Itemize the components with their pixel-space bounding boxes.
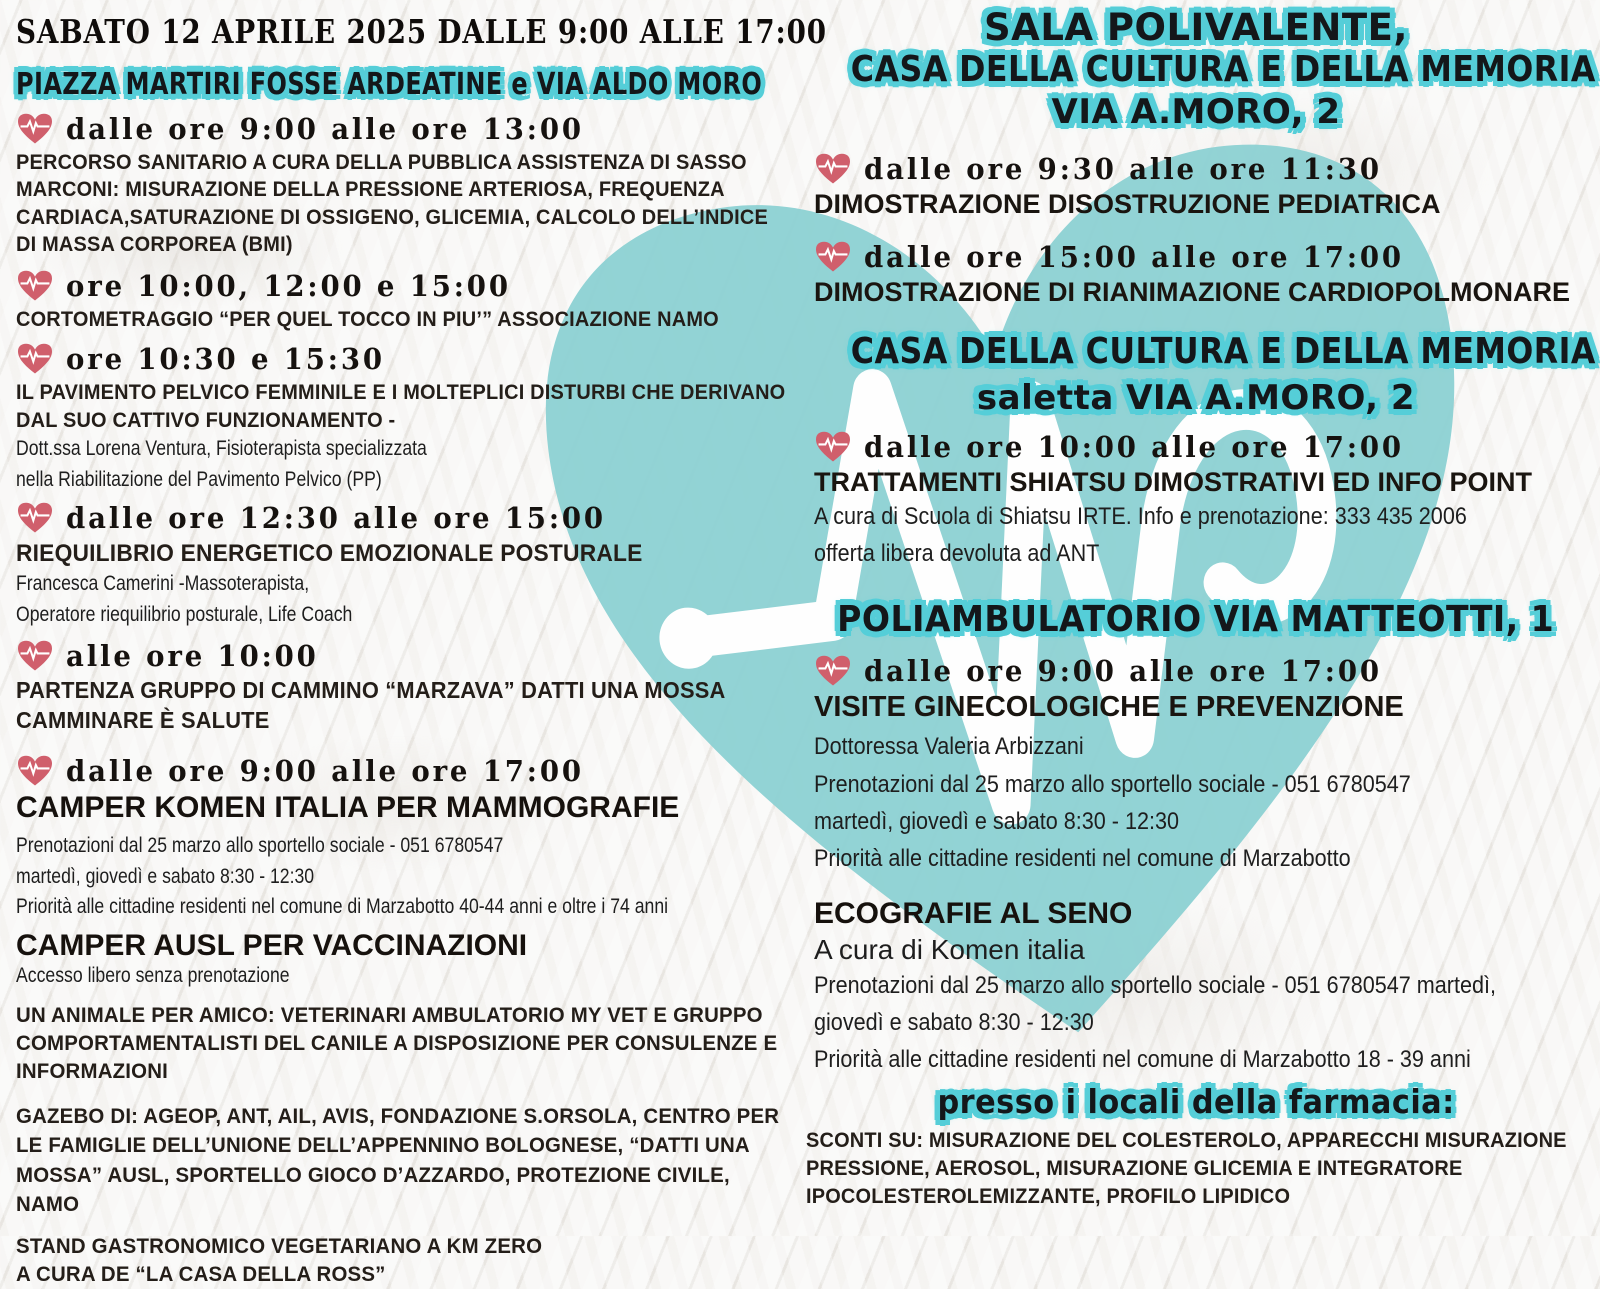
venue-header: CASA DELLA CULTURA E DELLA MEMORIA [850, 49, 1596, 90]
event-time-row [814, 152, 1592, 186]
event-note: Prenotazioni dal 25 marzo allo sportello sociale - 051 6780547 martedì, [814, 971, 1497, 999]
event-desc: CAMMINARE È SALUTE [16, 706, 270, 733]
event-note: Operatore riequilibrio posturale, Life Coach [16, 602, 353, 626]
event-note: offerta libera devoluta ad ANT [814, 540, 1100, 568]
heart-pulse-icon [16, 269, 54, 303]
left-location-header: PIAZZA MARTIRI FOSSE ARDEATINE e VIA ALDO MORO [16, 67, 763, 102]
event-desc: PARTENZA GRUPPO DI CAMMINO “MARZAVA” DATTI UNA MOSSA [16, 677, 726, 704]
event-time-row [16, 501, 790, 535]
event-desc: CORTOMETRAGGIO “PER QUEL TOCCO IN PIU’” ASSOCIAZIONE NAMO [16, 308, 719, 332]
event-title: ECOGRAFIE AL SENO [814, 897, 1133, 931]
event-note: Priorità alle cittadine residenti nel comune di Marzabotto [814, 844, 1351, 872]
event-time: dalle ore 10:00 alle ore 17:00 [864, 429, 1404, 464]
event-time: dalle ore 9:00 alle ore 17:00 [864, 653, 1382, 688]
pharmacy-header: presso i locali della farmacia: [937, 1082, 1455, 1122]
venue-header: saletta VIA A.MORO, 2 [976, 377, 1416, 418]
heart-pulse-icon [16, 754, 54, 788]
event-title: CAMPER AUSL PER VACCINAZIONI [16, 928, 528, 962]
heart-pulse-icon [16, 112, 54, 146]
event-note: Francesca Camerini -Massoterapista, [16, 572, 310, 596]
event-note: martedì, giovedì e sabato 8:30 - 12:30 [814, 807, 1180, 835]
event-time: alle ore 10:00 [66, 639, 319, 674]
event-desc: A CURA DE “LA CASA DELLA ROSS” [16, 1261, 386, 1286]
event-time-row [814, 240, 1592, 274]
event-desc: GAZEBO DI: AGEOP, ANT, AIL, AVIS, FONDAZIONE S.ORSOLA, CENTRO PER LE FAMIGLIE DELL’UNIONE DELL’APPENNINO BOLOGNESE, “DATTI UNA MOSSA” AUSL, SPORTELLO GIOCO D’AZZARDO, PROTEZIONE CIVILE, NAMO [16, 1104, 780, 1216]
venue-header: SALA POLIVALENTE, [984, 6, 1408, 49]
venue-header: VIA A.MORO, 2 [1051, 92, 1341, 132]
event-time: dalle ore 9:00 alle ore 13:00 [66, 112, 584, 146]
event-desc: STAND GASTRONOMICO VEGETARIANO A KM ZERO [16, 1234, 543, 1259]
event-note: nella Riabilitazione del Pavimento Pelvico (PP) [16, 467, 382, 491]
event-subtitle: A cura di Komen italia [814, 933, 1085, 965]
event-note: Priorità alle cittadine residenti nel comune di Marzabotto 40-44 anni e oltre i 74 anni [16, 895, 669, 919]
event-note: A cura di Scuola di Shiatsu IRTE. Info e prenotazione: 333 435 2006 [814, 503, 1467, 531]
heart-pulse-icon [814, 240, 852, 274]
date-line: SABATO 12 APRILE 2025 DALLE 9:00 ALLE 17:00 [16, 12, 827, 51]
right-column [800, 6, 1596, 1211]
event-time-row [16, 269, 790, 303]
left-column [16, 12, 827, 1289]
venue-header: POLIAMBULATORIO VIA MATTEOTTI, 1 [837, 598, 1555, 640]
event-note: Priorità alle cittadine residenti nel comune di Marzabotto 18 - 39 anni [814, 1045, 1471, 1073]
heart-pulse-icon [814, 152, 852, 186]
heart-pulse-icon [814, 654, 852, 688]
event-note: Dottoressa Valeria Arbizzani [814, 733, 1084, 761]
event-desc: DIMOSTRAZIONE DI RIANIMAZIONE CARDIOPOLMONARE [814, 277, 1570, 308]
event-note: Dott.ssa Lorena Ventura, Fisioterapista specializzata [16, 437, 427, 461]
event-note: Accesso libero senza prenotazione [16, 964, 290, 988]
event-time: dalle ore 9:30 alle ore 11:30 [864, 152, 1382, 186]
event-desc: SCONTI SU: MISURAZIONE DEL COLESTEROLO, APPARECCHI MISURAZIONE PRESSIONE, AEROSOL, MISURAZIONE GLICEMIA E INTEGRATORE IPOCOLESTEROLEMIZZANTE, PROFILO LIPIDICO [806, 1129, 1567, 1208]
event-time: ore 10:00, 12:00 e 15:00 [66, 269, 511, 304]
event-desc: DIMOSTRAZIONE DISOSTRUZIONE PEDIATRICA [814, 189, 1441, 219]
event-time: ore 10:30 e 15:30 [66, 342, 385, 377]
event-time: dalle ore 15:00 alle ore 17:00 [864, 240, 1404, 275]
event-time-row [814, 654, 1592, 688]
event-desc: IL PAVIMENTO PELVICO FEMMINILE E I MOLTEPLICI DISTURBI CHE DERIVANO DAL SUO CATTIVO FUNZIONAMENTO - [16, 381, 786, 432]
event-time-row [16, 342, 790, 376]
event-note: Prenotazioni dal 25 marzo allo sportello sociale - 051 6780547 [16, 834, 504, 858]
event-desc: VISITE GINECOLOGICHE E PREVENZIONE [814, 690, 1404, 723]
event-desc: UN ANIMALE PER AMICO: VETERINARI AMBULATORIO MY VET E GRUPPO COMPORTAMENTALISTI DEL CANILE A DISPOSIZIONE PER CONSULENZE E INFORMAZIONI [16, 1003, 778, 1084]
event-desc: RIEQUILIBRIO ENERGETICO EMOZIONALE POSTURALE [16, 539, 643, 567]
event-time-row [16, 112, 790, 146]
venue-header: CASA DELLA CULTURA E DELLA MEMORIA [850, 330, 1596, 372]
heart-pulse-icon [16, 639, 54, 673]
event-time: dalle ore 9:00 alle ore 17:00 [66, 753, 584, 788]
heart-pulse-icon [16, 501, 54, 535]
event-desc: PERCORSO SANITARIO A CURA DELLA PUBBLICA ASSISTENZA DI SASSO MARCONI: MISURAZIONE DELLA PRESSIONE ARTERIOSA, FREQUENZA CARDIACA,SATURAZIONE DI OSSIGENO, GLICEMIA, CALCOLO DELL’INDICE DI MASSA CORPOREA (BMI) [16, 151, 768, 256]
heart-pulse-icon [16, 342, 54, 376]
event-desc: TRATTAMENTI SHIATSU DIMOSTRATIVI ED INFO POINT [814, 466, 1532, 497]
event-note: martedì, giovedì e sabato 8:30 - 12:30 [16, 864, 315, 888]
event-note: Prenotazioni dal 25 marzo allo sportello sociale - 051 6780547 [814, 770, 1411, 798]
event-time-row [16, 754, 790, 788]
event-time-row [814, 430, 1592, 464]
event-time: dalle ore 12:30 alle ore 15:00 [66, 500, 606, 535]
heart-pulse-icon [814, 430, 852, 464]
event-title: CAMPER KOMEN ITALIA PER MAMMOGRAFIE [16, 790, 680, 824]
event-note: giovedì e sabato 8:30 - 12:30 [814, 1008, 1094, 1036]
event-time-row [16, 639, 790, 673]
